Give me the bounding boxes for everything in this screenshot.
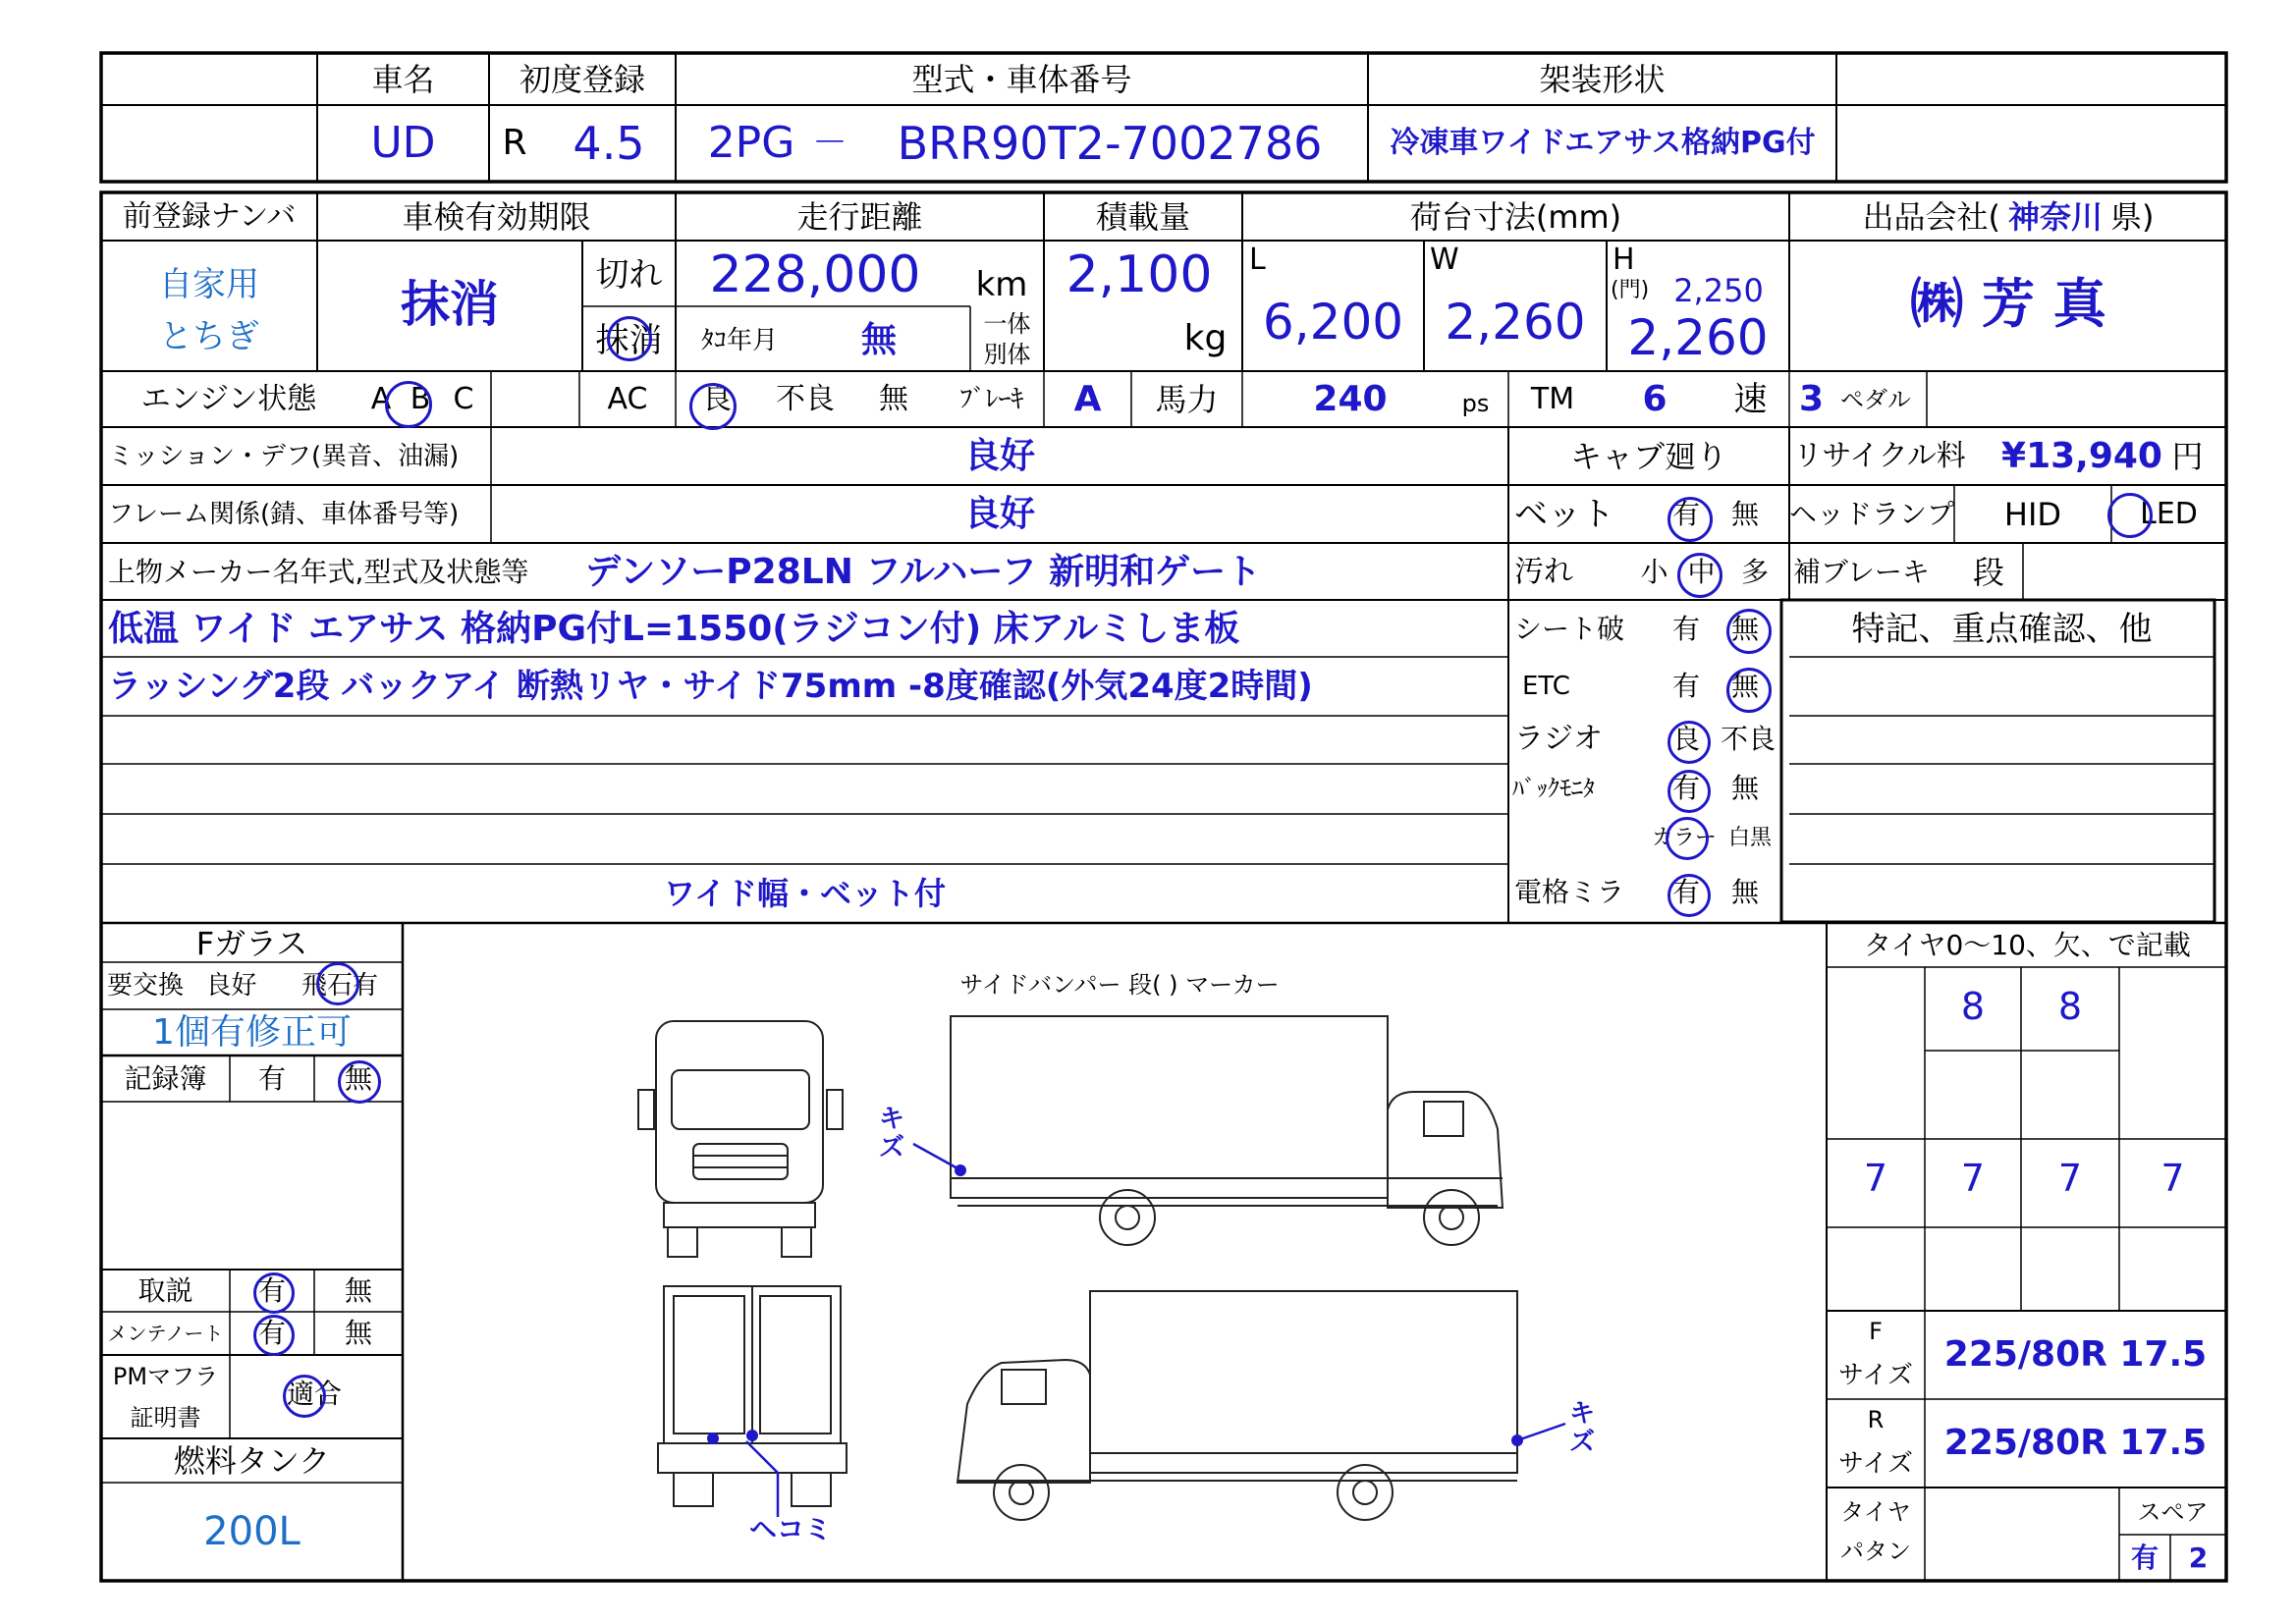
engine-grade-c: C <box>453 382 474 416</box>
monitor-mono: 白黒 <box>1727 826 1772 850</box>
tire-r-size: 225/80R 17.5 <box>1943 1423 2208 1463</box>
radio-label: ラジオ <box>1514 722 1603 756</box>
etc-yes: 有 <box>1671 670 1700 702</box>
pm-value: 適合 <box>286 1378 342 1410</box>
bed-width: 2,260 <box>1445 294 1586 351</box>
expired-option: 切れ <box>595 255 663 295</box>
cab-bed-no: 無 <box>1730 498 1759 530</box>
seller-name: ㈱ 芳 真 <box>1910 273 2106 335</box>
tire-f-label: F <box>1869 1318 1883 1345</box>
circle-record-no <box>338 1060 381 1104</box>
speed-label: 速 <box>1733 380 1768 419</box>
ac-good: 良 <box>702 382 732 416</box>
mirror-no: 無 <box>1730 876 1759 908</box>
circle-engine-b <box>385 381 432 428</box>
tire-front-right: 8 <box>2057 985 2083 1028</box>
circle-led <box>2107 493 2153 538</box>
truck-front-view <box>638 1021 843 1257</box>
body-line-2: 低温 ワイド エアサス 格納PG付L=1550(ラジコン付) 床アルミしま板 <box>108 608 1240 649</box>
mileage-unit: km <box>975 265 1028 304</box>
body-type-label: 架装形状 <box>1539 61 1666 98</box>
circle-monitor-yes <box>1667 770 1711 813</box>
dirt-label: 汚れ <box>1514 554 1573 589</box>
model-number: BRR90T2-7002786 <box>897 117 1323 170</box>
pedal-value: 3 <box>1798 379 1825 419</box>
tm-value: 6 <box>1642 379 1667 419</box>
truck-side-view-right <box>951 1016 1503 1245</box>
circle-pm-ok <box>283 1375 326 1418</box>
etc-label: ETC <box>1522 672 1570 701</box>
load-label: 積載量 <box>1095 198 1190 236</box>
cab-bed-label: ベット <box>1514 495 1614 534</box>
recycle-unit: 円 <box>2171 438 2204 475</box>
tire-f-size: 225/80R 17.5 <box>1943 1334 2208 1375</box>
glass-chip: 飛石有 <box>301 971 378 1001</box>
tire-rear-4: 7 <box>2160 1157 2185 1200</box>
glass-note: 1個有修正可 <box>152 1011 352 1053</box>
body-bottom-note: ワイド幅・ベット付 <box>663 875 947 912</box>
betsutai-option: 別体 <box>983 341 1031 368</box>
maint-label: メンテノート <box>107 1322 224 1345</box>
back-monitor-label: ﾊﾞｯｸﾓﾆﾀ <box>1512 775 1595 802</box>
first-reg-label: 初度登録 <box>519 61 645 98</box>
use-type: 自家用 <box>159 265 259 304</box>
tire-front-left: 8 <box>1960 985 1986 1028</box>
record-no: 無 <box>344 1061 372 1095</box>
gate-label: (門) <box>1611 278 1650 302</box>
aux-brake-label: 補ブレーキ <box>1793 555 1930 588</box>
tacho-label: ﾀｺ年月 <box>700 326 778 355</box>
hp-unit: ps <box>1461 390 1490 417</box>
truck-rear-view <box>658 1286 847 1506</box>
circle-dirt-mid <box>1677 553 1722 598</box>
monitor-color: カラー <box>1651 826 1717 850</box>
car-name-value: UD <box>370 118 436 168</box>
seller-label-a: 出品会社( <box>1862 198 2000 236</box>
seller-label <box>1792 194 2224 240</box>
radio-bad: 不良 <box>1720 723 1776 755</box>
headlamp-led: LED <box>2140 497 2198 531</box>
tm-label: TM <box>1530 382 1575 416</box>
tire-title: タイヤ0～10、欠、で記載 <box>1864 929 2191 961</box>
bed-height: 2,260 <box>1627 309 1769 366</box>
tacho-value: 無 <box>860 320 897 360</box>
truck-side-view-left <box>957 1291 1517 1520</box>
circle-radio-good <box>1667 721 1711 764</box>
car-name-label: 車名 <box>371 61 435 98</box>
etc-no: 無 <box>1730 670 1759 702</box>
record-label: 記録簿 <box>124 1061 207 1095</box>
tire-pattern-label-2: パタン <box>1840 1538 1911 1565</box>
pm-label-1: PMマフラ <box>112 1363 219 1390</box>
load-unit: kg <box>1183 318 1228 358</box>
tire-rear-2: 7 <box>1960 1157 1986 1200</box>
headlamp-label: ヘッドランプ <box>1789 498 1955 530</box>
radio-good: 良 <box>1671 723 1700 755</box>
plate-region: とちぎ <box>159 317 259 356</box>
hp-value: 240 <box>1313 379 1388 419</box>
scratch-label-1: キズ <box>879 1105 905 1163</box>
mission-value: 良好 <box>963 436 1035 476</box>
ac-none: 無 <box>879 382 908 416</box>
recycle-value: ¥13,940 <box>2001 436 2162 476</box>
body-label: 上物メーカー名年式,型式及状態等 <box>108 555 529 588</box>
seller-pref: 神奈川 <box>2007 198 2103 236</box>
glass-replace: 要交換 <box>106 971 184 1001</box>
circle-monitor-color <box>1666 817 1709 860</box>
seat-yes: 有 <box>1671 612 1700 645</box>
circle-bed-yes <box>1667 497 1713 542</box>
circle-ac-good <box>689 383 737 430</box>
manual-no: 無 <box>344 1273 372 1307</box>
load-value: 2,100 <box>1066 245 1213 304</box>
circle-maint-yes <box>253 1315 295 1356</box>
bed-h-label: H <box>1613 243 1635 277</box>
spare-yes: 有 <box>2130 1541 2159 1574</box>
ac-bad: 不良 <box>776 382 835 416</box>
tire-rear-3: 7 <box>2057 1157 2083 1200</box>
circle-etc-no <box>1726 668 1772 713</box>
dirt-small: 小 <box>1640 555 1668 588</box>
fuel-value: 200L <box>203 1509 301 1554</box>
ac-label: AC <box>607 382 648 416</box>
circle-glass-chip <box>316 962 359 1005</box>
bed-l-label: L <box>1249 243 1266 277</box>
mission-label: ミッション・デフ(異音、油漏) <box>108 442 460 471</box>
manual-label: 取説 <box>137 1273 193 1307</box>
brake-label: ﾌﾞﾚｰｷ <box>959 385 1024 414</box>
glass-good: 良好 <box>205 971 257 1001</box>
spare-label: スペア <box>2137 1497 2209 1526</box>
cab-title: キャブ廻り <box>1569 438 1727 475</box>
tire-r-size-label: サイズ <box>1838 1449 1913 1479</box>
seller-label-b: 県) <box>2110 198 2155 236</box>
engine-grade-b: B <box>410 382 431 416</box>
bumper-text: サイドバンパー 段( ) マーカー <box>959 971 1280 999</box>
body-type-value: 冷凍車ワイドエアサス格納PG付 <box>1390 126 1816 160</box>
engine-grade-a: A <box>370 382 392 416</box>
maint-yes: 有 <box>257 1317 286 1349</box>
spare-count: 2 <box>2188 1541 2209 1574</box>
mirror-label: 電格ミラ <box>1514 876 1625 908</box>
scratch-label-2: キズ <box>1569 1399 1596 1457</box>
inspection-label: 車検有効期限 <box>402 198 591 236</box>
engine-label: エンジン状態 <box>140 382 317 416</box>
record-yes: 有 <box>257 1061 286 1095</box>
bed-w-label: W <box>1430 243 1459 277</box>
seat-label: シート破 <box>1514 612 1625 645</box>
gate-height: 2,250 <box>1673 272 1764 309</box>
manual-yes: 有 <box>257 1273 286 1307</box>
bed-size-label: 荷台寸法(mm) <box>1409 198 1622 236</box>
model-prefix: 2PG <box>707 118 795 168</box>
cab-bed-yes: 有 <box>1671 498 1700 530</box>
back-monitor-no: 無 <box>1730 772 1759 804</box>
tire-f-size-label: サイズ <box>1838 1361 1913 1390</box>
frame-value: 良好 <box>963 494 1035 534</box>
hp-label: 馬力 <box>1155 381 1219 418</box>
seat-no: 無 <box>1730 612 1759 645</box>
tire-pattern-label-1: タイヤ <box>1840 1498 1911 1526</box>
dirt-many: 多 <box>1740 555 1769 588</box>
pm-label-2: 証明書 <box>130 1404 201 1432</box>
brake-value: A <box>1073 379 1102 419</box>
mileage-label: 走行距離 <box>796 198 923 236</box>
circle-manual-yes <box>253 1272 295 1314</box>
bed-length: 6,200 <box>1262 294 1404 351</box>
era-value: R <box>502 123 527 163</box>
back-monitor-yes: 有 <box>1671 772 1700 804</box>
first-reg-value: 4.5 <box>573 117 645 170</box>
mileage-value: 228,000 <box>709 245 921 304</box>
cancelled-option: 抹消 <box>595 321 663 360</box>
pedal-label: ペダル <box>1840 386 1911 413</box>
frame-label: フレーム関係(錆、車体番号等) <box>108 500 460 529</box>
tire-r-label: R <box>1867 1406 1885 1434</box>
model-dash: － <box>811 123 847 163</box>
notes-title: 特記、重点確認、他 <box>1851 609 2153 649</box>
model-label: 型式・車体番号 <box>911 61 1132 98</box>
tire-rear-1: 7 <box>1863 1157 1888 1200</box>
fuel-label: 燃料タンク <box>173 1442 331 1480</box>
headlamp-hid: HID <box>2003 496 2062 533</box>
prev-plate-label: 前登録ナンバ <box>122 199 297 234</box>
body-line-3: ラッシング2段 バックアイ 断熱リヤ・サイド75mm -8度確認(外気24度2時間) <box>108 667 1313 706</box>
inspection-value: 抹消 <box>401 276 499 333</box>
circle-cancelled <box>607 316 652 361</box>
circle-mirror-yes <box>1667 874 1711 917</box>
aux-brake-value: 段 <box>1972 553 2004 591</box>
ittai-option: 一体 <box>983 310 1031 338</box>
dent-label: ヘコミ <box>748 1513 832 1545</box>
circle-seat-no <box>1726 609 1772 654</box>
body-line-1: デンソーP28LN フルハーフ 新明和ゲート <box>585 551 1262 592</box>
maint-no: 無 <box>344 1317 372 1349</box>
mirror-yes: 有 <box>1671 876 1700 908</box>
recycle-label: リサイクル料 <box>1793 439 1966 473</box>
glass-title: Fガラス <box>195 924 308 962</box>
dirt-mid: 中 <box>1687 555 1716 588</box>
